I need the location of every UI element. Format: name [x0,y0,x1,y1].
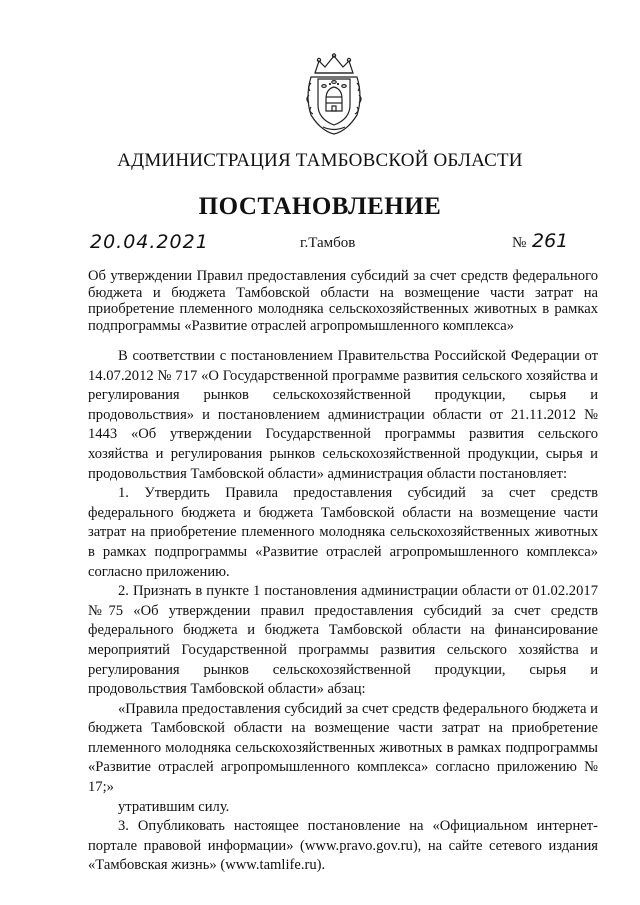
expired-paragraph: утратившим силу. [118,798,230,815]
document-body [88,347,598,876]
quoted-paragraph: «Правила предоставления субсидий за счет средств федерального бюджета и бюджета Тамбовской области на возмещение части затрат на приобретение племенного молодняка сельскохозяйственных животных в рамках подпрограммы «Развитие отраслей агропромышленного комплекса» согласно приложению № 17;» [88,700,598,796]
document-city: г.Тамбов [300,235,356,251]
document-type: ПОСТАНОВЛЕНИЕ [198,193,442,220]
organization-title: АДМИНИСТРАЦИЯ ТАМБОВСКОЙ ОБЛАСТИ [117,150,523,171]
number-sign: № [512,235,527,251]
preamble-paragraph: В соответствии с постановлением Правительства Российской Федерации от 14.07.2012 № 717 «О Государственной программе развития сельского хозяйства и регулирования рынков сельскохозяйственной продукции, сырья и продовольствия» и постановлением администрации области от 21.11.2012 № 1443 «Об утверждении Государственной программы развития сельского хозяйства и регулирования рынков сельскохозяйственной продукции, сырья и продовольствия Тамбовской области» администрация области постановляет: [88,348,598,482]
item-1-paragraph: 1. Утвердить Правила предоставления субсидий за счет средств федерального бюджета и бюджета Тамбовской области на возмещение части затрат на приобретение племенного молодняка сельскохозяйственных животных в рамках подпрограммы «Развитие отраслей агропромышленного комплекса» согласно приложению. [88,485,598,580]
document-date: 20.04.2021 [90,231,209,253]
document-subject: Об утверждении Правил предоставления субсидий за счет средств федерального бюджета и бюджета Тамбовской области на возмещение части затрат на приобретение племенного молодняка сельскохозяйственных животных в рамках подпрограммы «Развитие отраслей агропромышленного комплекса» [88,268,598,334]
document-number: 261 [532,230,569,252]
item-3-paragraph: 3. Опубликовать настоящее постановление на «Официальном интернет-портале правовой информации» (www.pravo.gov.ru), на сайте сетевого издания «Тамбовская жизнь» (www.tamlife.ru). [88,818,598,874]
item-2-paragraph: 2. Признать в пункте 1 постановления администрации области от 01.02.2017 №75 «Об утверждении правил предоставления субсидий за счет средств федерального бюджета и бюджета Тамбовской области на финансирование мероприятий Государственной программы развития сельского хозяйства и регулирования рынков сельскохозяйственной продукции, сырья и продовольствия Тамбовской области» абзац: [88,583,598,698]
coat-of-arms-icon [303,53,365,136]
